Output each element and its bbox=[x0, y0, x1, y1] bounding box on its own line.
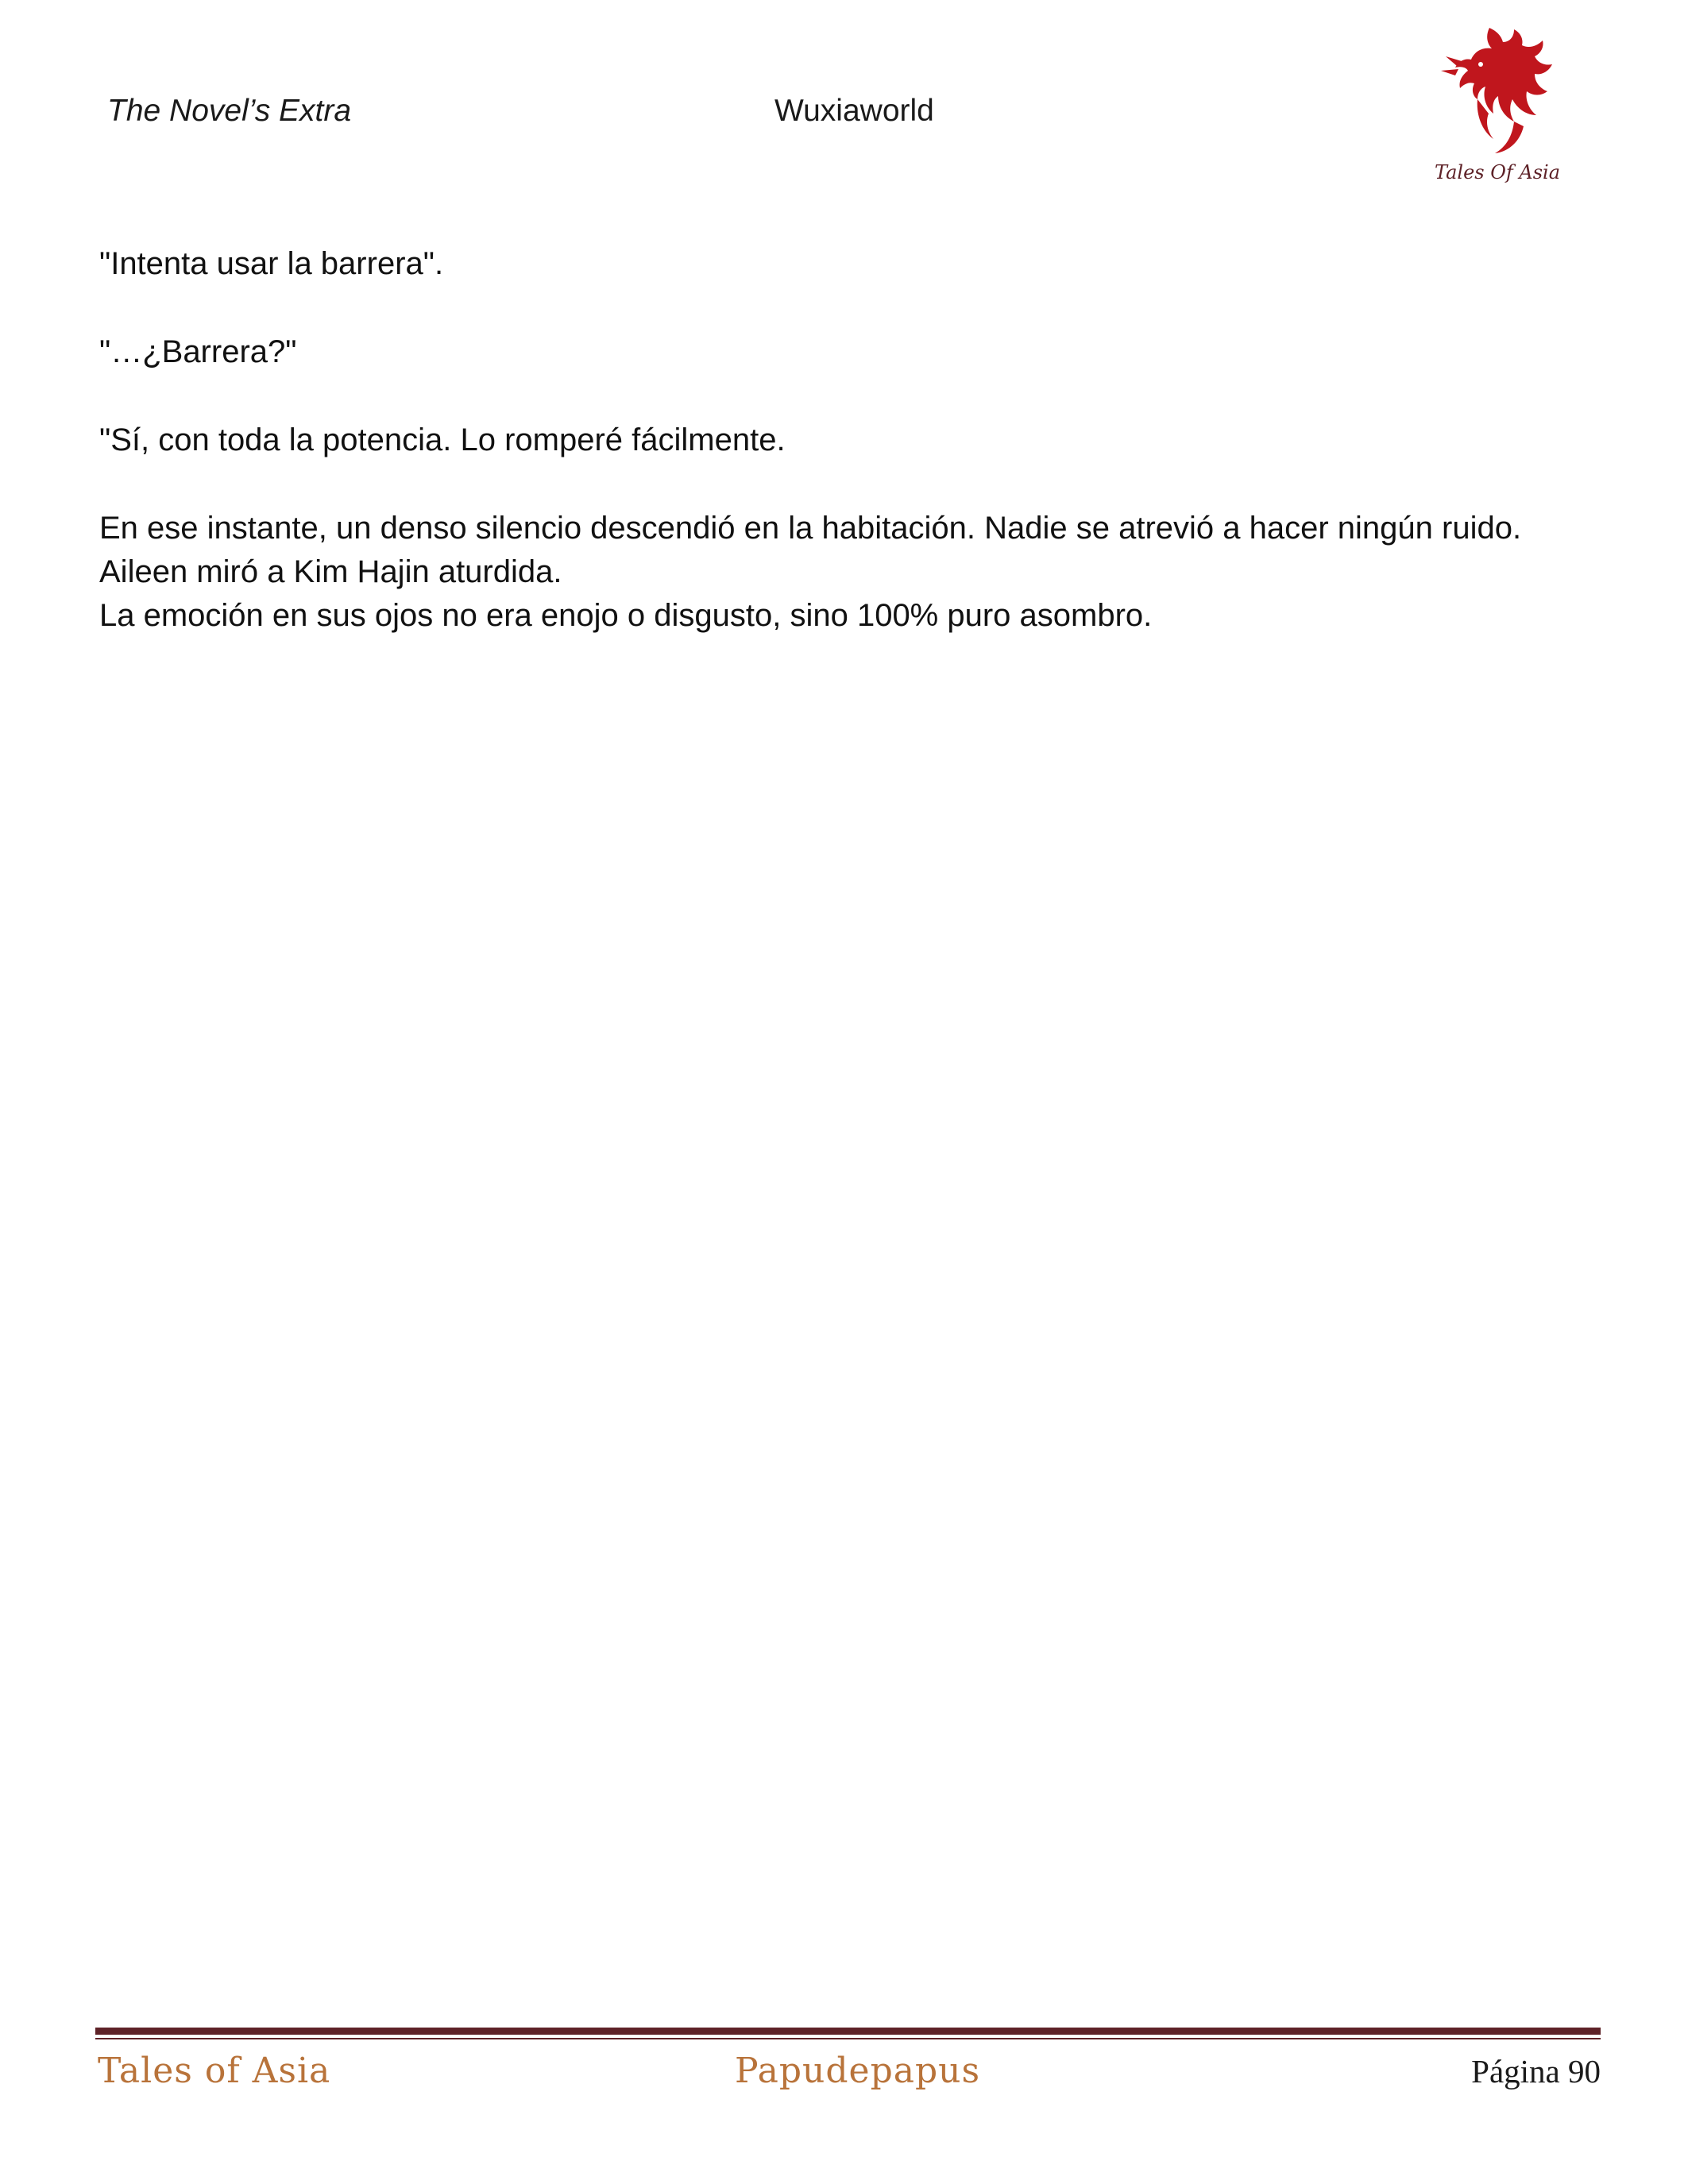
header-left-title: The Novel’s Extra bbox=[107, 94, 352, 128]
paragraph: "…¿Barrera?" bbox=[99, 334, 297, 369]
footer-rule-thin bbox=[95, 2038, 1601, 2039]
header-center-title: Wuxiaworld bbox=[774, 94, 934, 128]
paragraph: En ese instante, un denso silencio descendió en la habitación. Nadie se atrevió a hacer ningún ruido. bbox=[99, 511, 1522, 546]
paragraph: "Intenta usar la barrera". bbox=[99, 246, 444, 281]
footer-left-text: Tales of Asia bbox=[98, 2051, 331, 2091]
tales-of-asia-logo bbox=[1430, 20, 1565, 191]
page-number: Página 90 bbox=[1471, 2053, 1601, 2089]
paragraph: Aileen miró a Kim Hajin aturdida. bbox=[99, 554, 562, 589]
footer-rule-thick bbox=[95, 2028, 1601, 2035]
footer-rule bbox=[95, 2028, 1601, 2039]
paragraph: "Sí, con toda la potencia. Lo romperé fácilmente. bbox=[99, 423, 786, 457]
logo-lettering: Tales Of Asia bbox=[1434, 161, 1561, 183]
body-text bbox=[99, 242, 1593, 638]
footer-center-text: Papudepapus bbox=[735, 2051, 981, 2091]
paragraph: La emoción en sus ojos no era enojo o disgusto, sino 100% puro asombro. bbox=[99, 598, 1153, 633]
